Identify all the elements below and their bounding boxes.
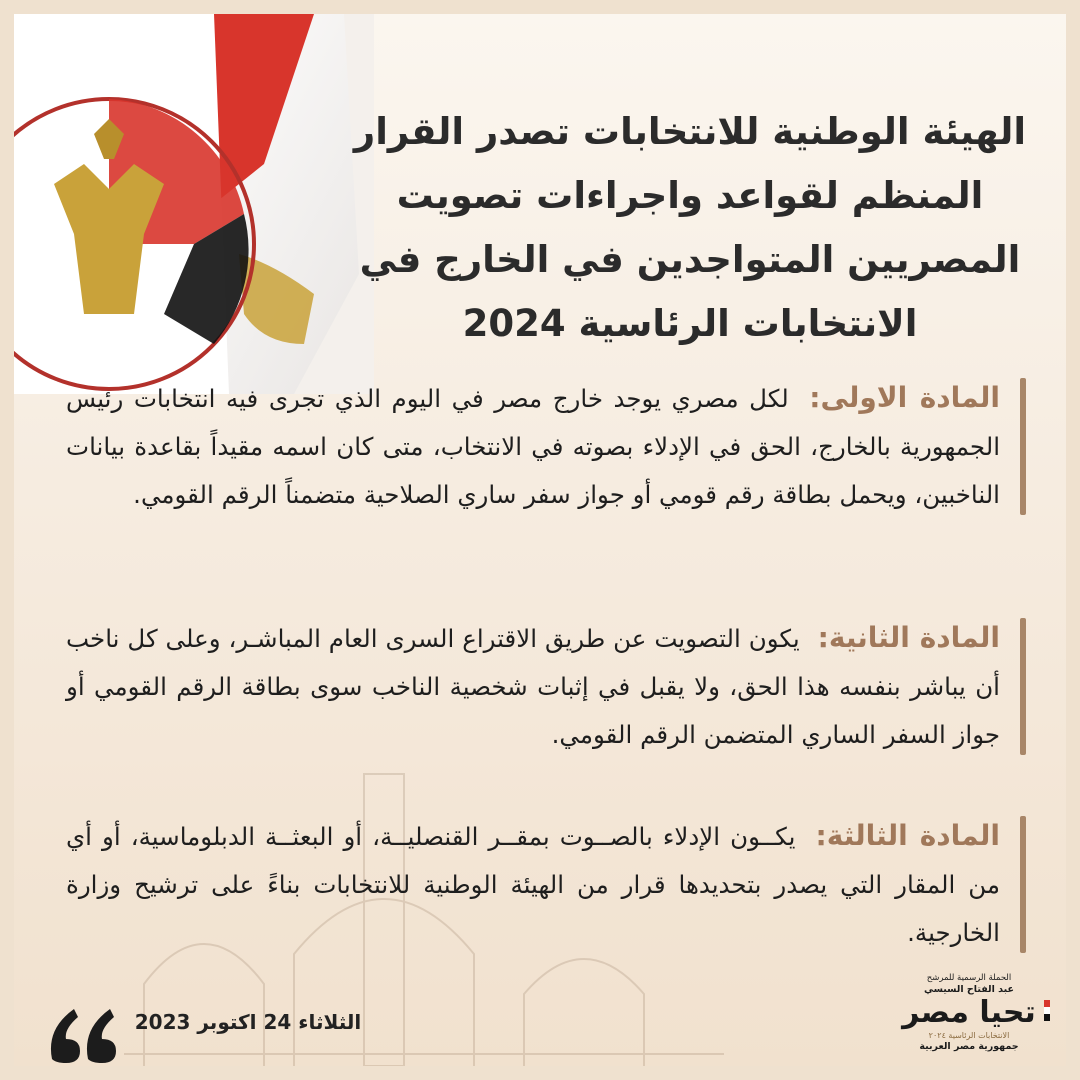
article-heading: المادة الثانية: (817, 621, 1000, 654)
article-body: يكــون الإدلاء بالصــوت بمقــر القنصليــة، أو البعثــة الدبلوماسية، أو أي من المقار التي يصدر بتحديدها قرار من الهيئة الوطنية للانتخابات بناءً على ترشيح وزارة الخارجية. (66, 822, 1000, 947)
article-divider-bar (1020, 378, 1026, 515)
campaign-candidate: عبد الفتاح السيسي (923, 984, 1015, 995)
article-divider-bar (1020, 816, 1026, 953)
campaign-election: الانتخابات الرئاسية ٢٠٢٤ (928, 1031, 1010, 1040)
article-body: لكل مصري يوجد خارج مصر في اليوم الذي تجرى فيه انتخابات رئيس الجمهورية بالخارج، الحق في الإدلاء بصوته في الانتخاب، متى كان اسمه مقيداً بقاعدة بيانات الناخبين، ويحمل بطاقة رقم قومي أو جواز سفر ساري الصلاحية متضمناً الرقم القومي. (66, 384, 1000, 509)
page-title: الهيئة الوطنية للانتخابات تصدر القرار المنظم لقواعد واجراءات تصويت المصريين المتواجدين في الخارج في الانتخابات الرئاسية 2024 (353, 110, 1027, 345)
election-flag-image (14, 14, 374, 394)
egypt-flag-icon (1044, 1000, 1050, 1022)
campaign-brand-text: تحيا مصر (902, 995, 1036, 1030)
campaign-logo (894, 972, 1044, 1053)
article-heading: المادة الاولى: (809, 381, 1000, 414)
article-divider-bar (1020, 618, 1026, 755)
article-3 (66, 812, 1026, 957)
article-body: يكون التصويت عن طريق الاقتراع السرى العام المباشـر، وعلى كل ناخب أن يباشر بنفسه هذا الحق، ولا يقبل في إثبات شخصية الناخب سوى بطاقة الرقم القومي أو جواز السفر الساري المتضمن الرقم القومي. (66, 624, 1000, 749)
post-card (14, 14, 1066, 1066)
quote-icon (44, 999, 124, 1066)
article-heading: المادة الثالثة: (815, 819, 1000, 852)
post-date: الثلاثاء 24 اكتوبر 2023 (134, 1010, 362, 1034)
article-1 (66, 374, 1026, 519)
article-2 (66, 614, 1026, 759)
campaign-brand (894, 996, 1044, 1030)
campaign-line-1: الحملة الرسمية للمرشح (926, 973, 1012, 983)
campaign-country: جمهورية مصر العربية (919, 1041, 1019, 1052)
